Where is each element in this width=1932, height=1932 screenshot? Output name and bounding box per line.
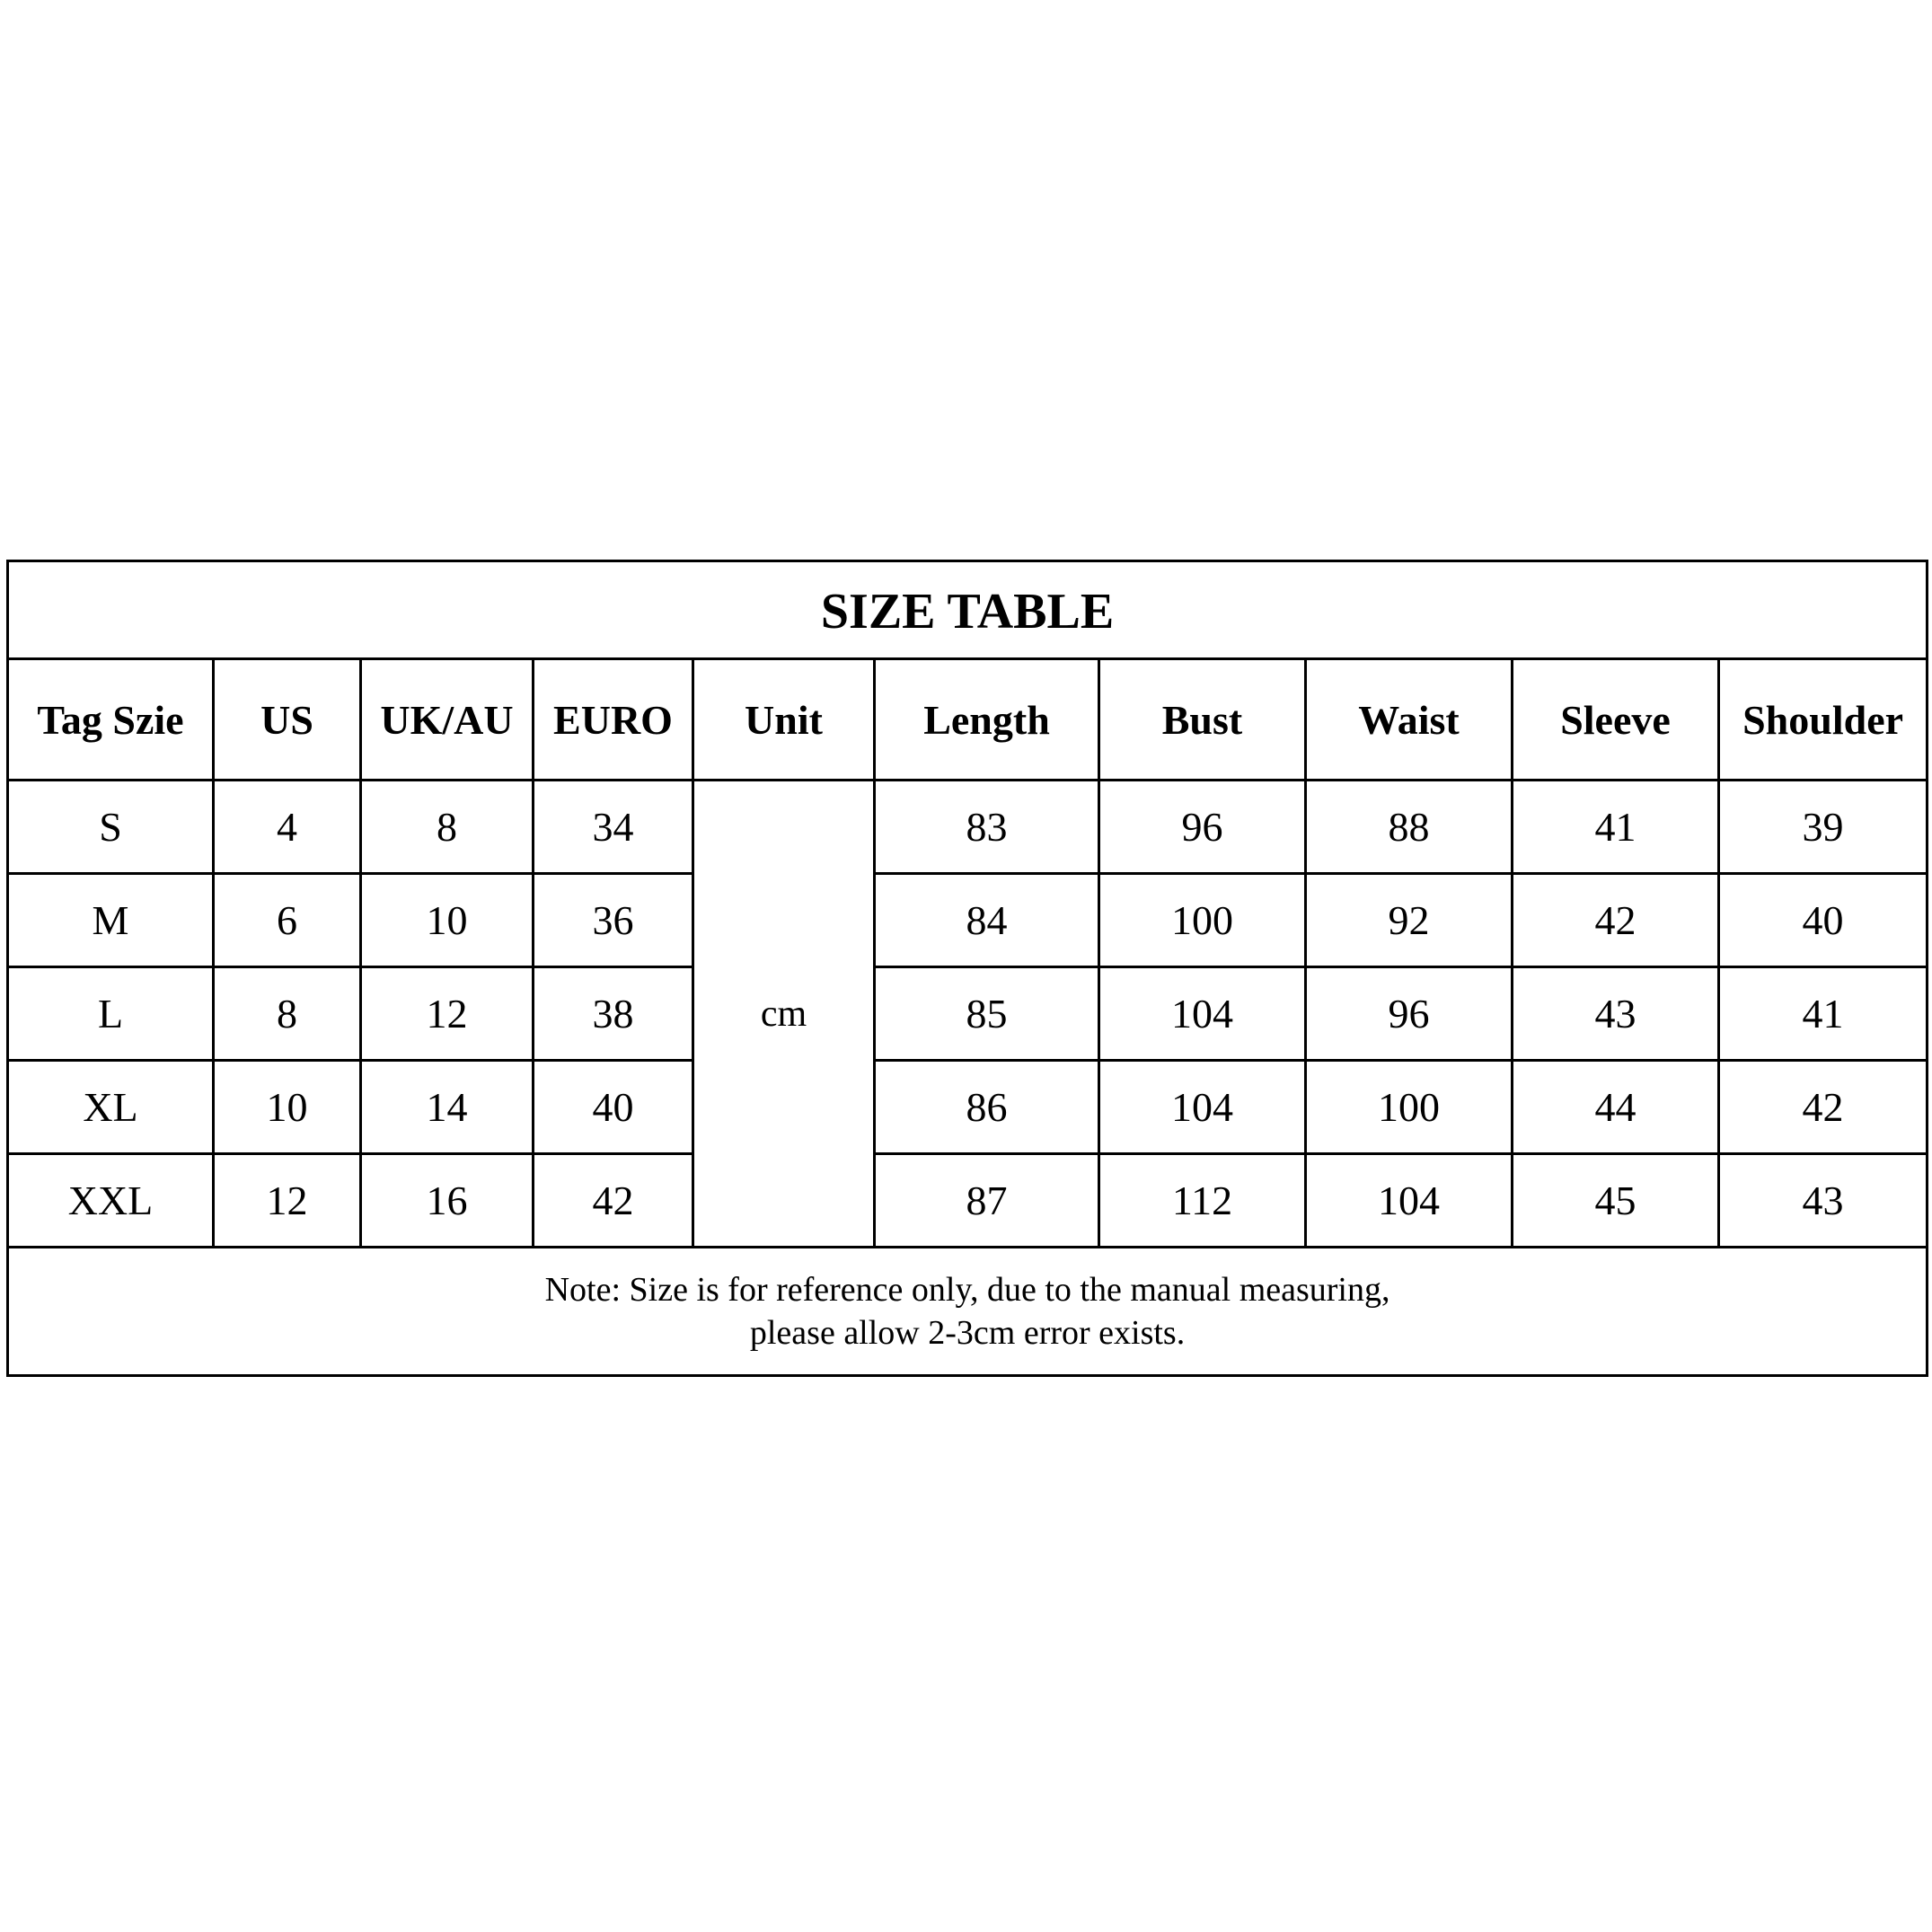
cell-uk-au: 10 [361, 874, 534, 967]
cell-length: 83 [875, 781, 1099, 874]
column-header-waist: Waist [1306, 659, 1513, 781]
cell-waist: 100 [1306, 1061, 1513, 1154]
table-row [8, 1154, 1928, 1248]
cell-shoulder: 40 [1719, 874, 1928, 967]
cell-uk-au: 16 [361, 1154, 534, 1248]
note-line-1: Note: Size is for reference only, due to the manual measuring, [544, 1271, 1390, 1309]
cell-sleeve: 41 [1513, 781, 1719, 874]
column-header-tag-size: Tag Szie [8, 659, 214, 781]
cell-us: 10 [214, 1061, 361, 1154]
column-header-bust: Bust [1099, 659, 1306, 781]
cell-bust: 96 [1099, 781, 1306, 874]
header-row [8, 659, 1928, 781]
cell-bust: 100 [1099, 874, 1306, 967]
cell-shoulder: 42 [1719, 1061, 1928, 1154]
column-header-sleeve: Sleeve [1513, 659, 1719, 781]
cell-us: 8 [214, 967, 361, 1061]
cell-unit: cm [693, 781, 875, 1248]
cell-us: 12 [214, 1154, 361, 1248]
size-note [8, 1248, 1928, 1376]
cell-uk-au: 12 [361, 967, 534, 1061]
cell-us: 6 [214, 874, 361, 967]
column-header-us: US [214, 659, 361, 781]
cell-length: 86 [875, 1061, 1099, 1154]
cell-uk-au: 14 [361, 1061, 534, 1154]
cell-sleeve: 45 [1513, 1154, 1719, 1248]
cell-shoulder: 41 [1719, 967, 1928, 1061]
size-table [6, 560, 1928, 1377]
column-header-uk-au: UK/AU [361, 659, 534, 781]
cell-sleeve: 42 [1513, 874, 1719, 967]
cell-uk-au: 8 [361, 781, 534, 874]
column-header-unit: Unit [693, 659, 875, 781]
cell-length: 87 [875, 1154, 1099, 1248]
cell-length: 85 [875, 967, 1099, 1061]
cell-tag-size: L [8, 967, 214, 1061]
column-header-shoulder: Shoulder [1719, 659, 1928, 781]
cell-euro: 40 [534, 1061, 693, 1154]
cell-euro: 38 [534, 967, 693, 1061]
note-row [8, 1248, 1928, 1376]
cell-waist: 104 [1306, 1154, 1513, 1248]
cell-us: 4 [214, 781, 361, 874]
cell-bust: 104 [1099, 1061, 1306, 1154]
cell-sleeve: 44 [1513, 1061, 1719, 1154]
cell-waist: 92 [1306, 874, 1513, 967]
cell-tag-size: XL [8, 1061, 214, 1154]
cell-euro: 36 [534, 874, 693, 967]
table-row [8, 967, 1928, 1061]
cell-waist: 88 [1306, 781, 1513, 874]
table-row [8, 781, 1928, 874]
cell-sleeve: 43 [1513, 967, 1719, 1061]
cell-euro: 34 [534, 781, 693, 874]
cell-euro: 42 [534, 1154, 693, 1248]
column-header-length: Length [875, 659, 1099, 781]
cell-shoulder: 43 [1719, 1154, 1928, 1248]
cell-shoulder: 39 [1719, 781, 1928, 874]
title-row [8, 561, 1928, 659]
cell-tag-size: M [8, 874, 214, 967]
cell-tag-size: S [8, 781, 214, 874]
cell-waist: 96 [1306, 967, 1513, 1061]
table-row [8, 874, 1928, 967]
table-row [8, 1061, 1928, 1154]
cell-bust: 112 [1099, 1154, 1306, 1248]
note-line-2: please allow 2-3cm error exists. [749, 1314, 1186, 1352]
cell-bust: 104 [1099, 967, 1306, 1061]
table-title: SIZE TABLE [8, 561, 1928, 659]
cell-length: 84 [875, 874, 1099, 967]
column-header-euro: EURO [534, 659, 693, 781]
cell-tag-size: XXL [8, 1154, 214, 1248]
